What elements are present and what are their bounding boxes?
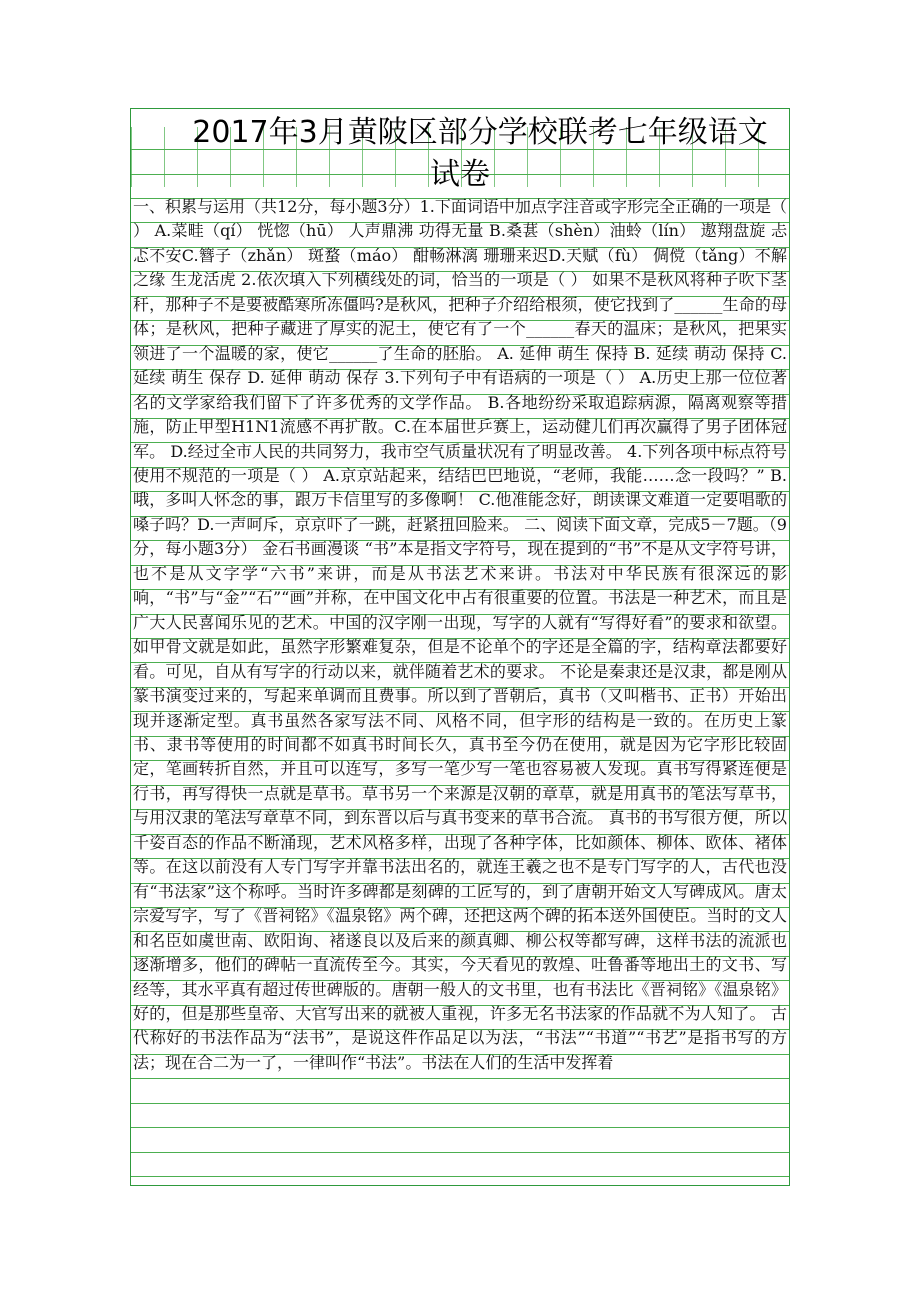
grid-line (131, 1127, 789, 1128)
grid-line (131, 1078, 789, 1079)
document-title-line-1: 2017年3月黄陂区部分学校联考七年级语文 (192, 115, 768, 150)
grid-frame (130, 108, 790, 1186)
grid-line (131, 1152, 789, 1153)
grid-line (131, 1103, 789, 1104)
grid-line (131, 1176, 789, 1177)
document-body-text: 一、积累与运用（共12分，每小题3分）1.下面词语中加点字注音或字形完全正确的一项是（ ） A.菜畦（qí） 恍惚（hū） 人声鼎沸 功得无量 B.桑葚（shèn）油蛉（lín） 遨翔盘旋 忐忑不安C.簪子（zhǎn） 斑蝥（máo） 酣畅淋漓 珊珊来迟D.天赋（fù） 倜傥（tǎng）不解之缘 生龙活虎 2.依次填入下列横线处的词，恰当的一项是（ ） 如果不是秋风将种子吹下茎秆，那种子不是要被酷寒所冻僵吗?是秋风，把种子介绍给根须，使它找到了______生命的母体；是秋风，把种子藏进了厚实的泥土，使它有了一个______春天的温床；是秋风，把果实领进了一个温暖的家，使它______了生命的胚胎。 A. 延伸 萌生 保持 B. 延续 萌动 保持 C. 延续 萌生 保存 D. 延伸 萌动 保存 3.下列句子中有语病的一项是（ ） A.历史上那一位位著名的文学家给我们留下了许多优秀的文学作品。 B.各地纷纷采取追踪病源，隔离观察等措施，防止甲型H1N1流感不再扩散。C.在本届世乒赛上，运动健儿们再次赢得了男子团体冠军。 D.经过全市人民的共同努力，我市空气质量状况有了明显改善。 4.下列各项中标点符号使用不规范的一项是（ ） A.京京站起来，结结巴巴地说，“老师，我能……念一段吗？” B.哦，多叫人怀念的事，跟万卡信里写的多像啊！ C.他准能念好，朗读课文难道一定要唱歌的嗓子吗？D.一声呵斥，京京吓了一跳，赶紧扭回脸来。 二、阅读下面文章，完成5－7题。（9分，每小题3分） 金石书画漫谈 “书”本是指文字符号，现在提到的“书”不是从文字符号讲，也不是从文字学“六书”来讲，而是从书法艺术来讲。书法对中华民族有很深远的影响，“书”与“金”“石”“画”并称，在中国文化中占有很重要的位置。书法是一种艺术，而且是广大人民喜闻乐见的艺术。中国的汉字刚一出现，写字的人就有“写得好看”的要求和欲望。如甲骨文就是如此，虽然字形繁难复杂，但是不论单个的字还是全篇的字，结构章法都要好看。可见，自从有写字的行动以来，就伴随着艺术的要求。 不论是秦隶还是汉隶，都是刚从篆书演变过来的，写起来单调而且费事。所以到了晋朝后，真书（又叫楷书、正书）开始出现并逐渐定型。真书虽然各家写法不同、风格不同，但字形的结构是一致的。在历史上篆书、隶书等使用的时间都不如真书时间长久，真书至今仍在使用，就是因为它字形比较固定，笔画转折自然，并且可以连写，多写一笔少写一笔也容易被人发现。真书写得紧连便是行书，再写得快一点就是草书。草书另一个来源是汉朝的章草，就是用真书的笔法写草书，与用汉隶的笔法写章草不同，到东晋以后与真书变来的草书合流。 真书的书写很方便，所以千姿百态的作品不断涌现，艺术风格多样，出现了各种字体，比如颜体、柳体、欧体、褚体等。在这以前没有人专门写字并靠书法出名的，就连王羲之也不是专门写字的人，古代也没有“书法家”这个称呼。当时许多碑都是刻碑的工匠写的，到了唐朝开始文人写碑成风。唐太宗爱写字，写了《晋祠铭》《温泉铭》两个碑，还把这两个碑的拓本送外国使臣。当时的文人和名臣如虞世南、欧阳询、褚遂良以及后来的颜真卿、柳公权等都写碑，这样书法的流派也逐渐增多，他们的碑帖一直流传至今。其实，今天看见的敦煌、吐鲁番等地出土的文书、写经等，其水平真有超过传世碑版的。唐朝一般人的文书里，也有书法比《晋祠铭》《温泉铭》好的，但是那些皇帝、大官写出来的就被人重视，许多无名书法家的作品就不为人知了。 古代称好的书法作品为“法书”，是说这件作品足以为法，“书法”“书道”“书艺”是指书写的方法；现在合二为一了，一律叫作“书法”。书法在人们的生活中发挥着 (133, 197, 787, 1072)
document-title-line-2: 试卷 (430, 157, 490, 192)
